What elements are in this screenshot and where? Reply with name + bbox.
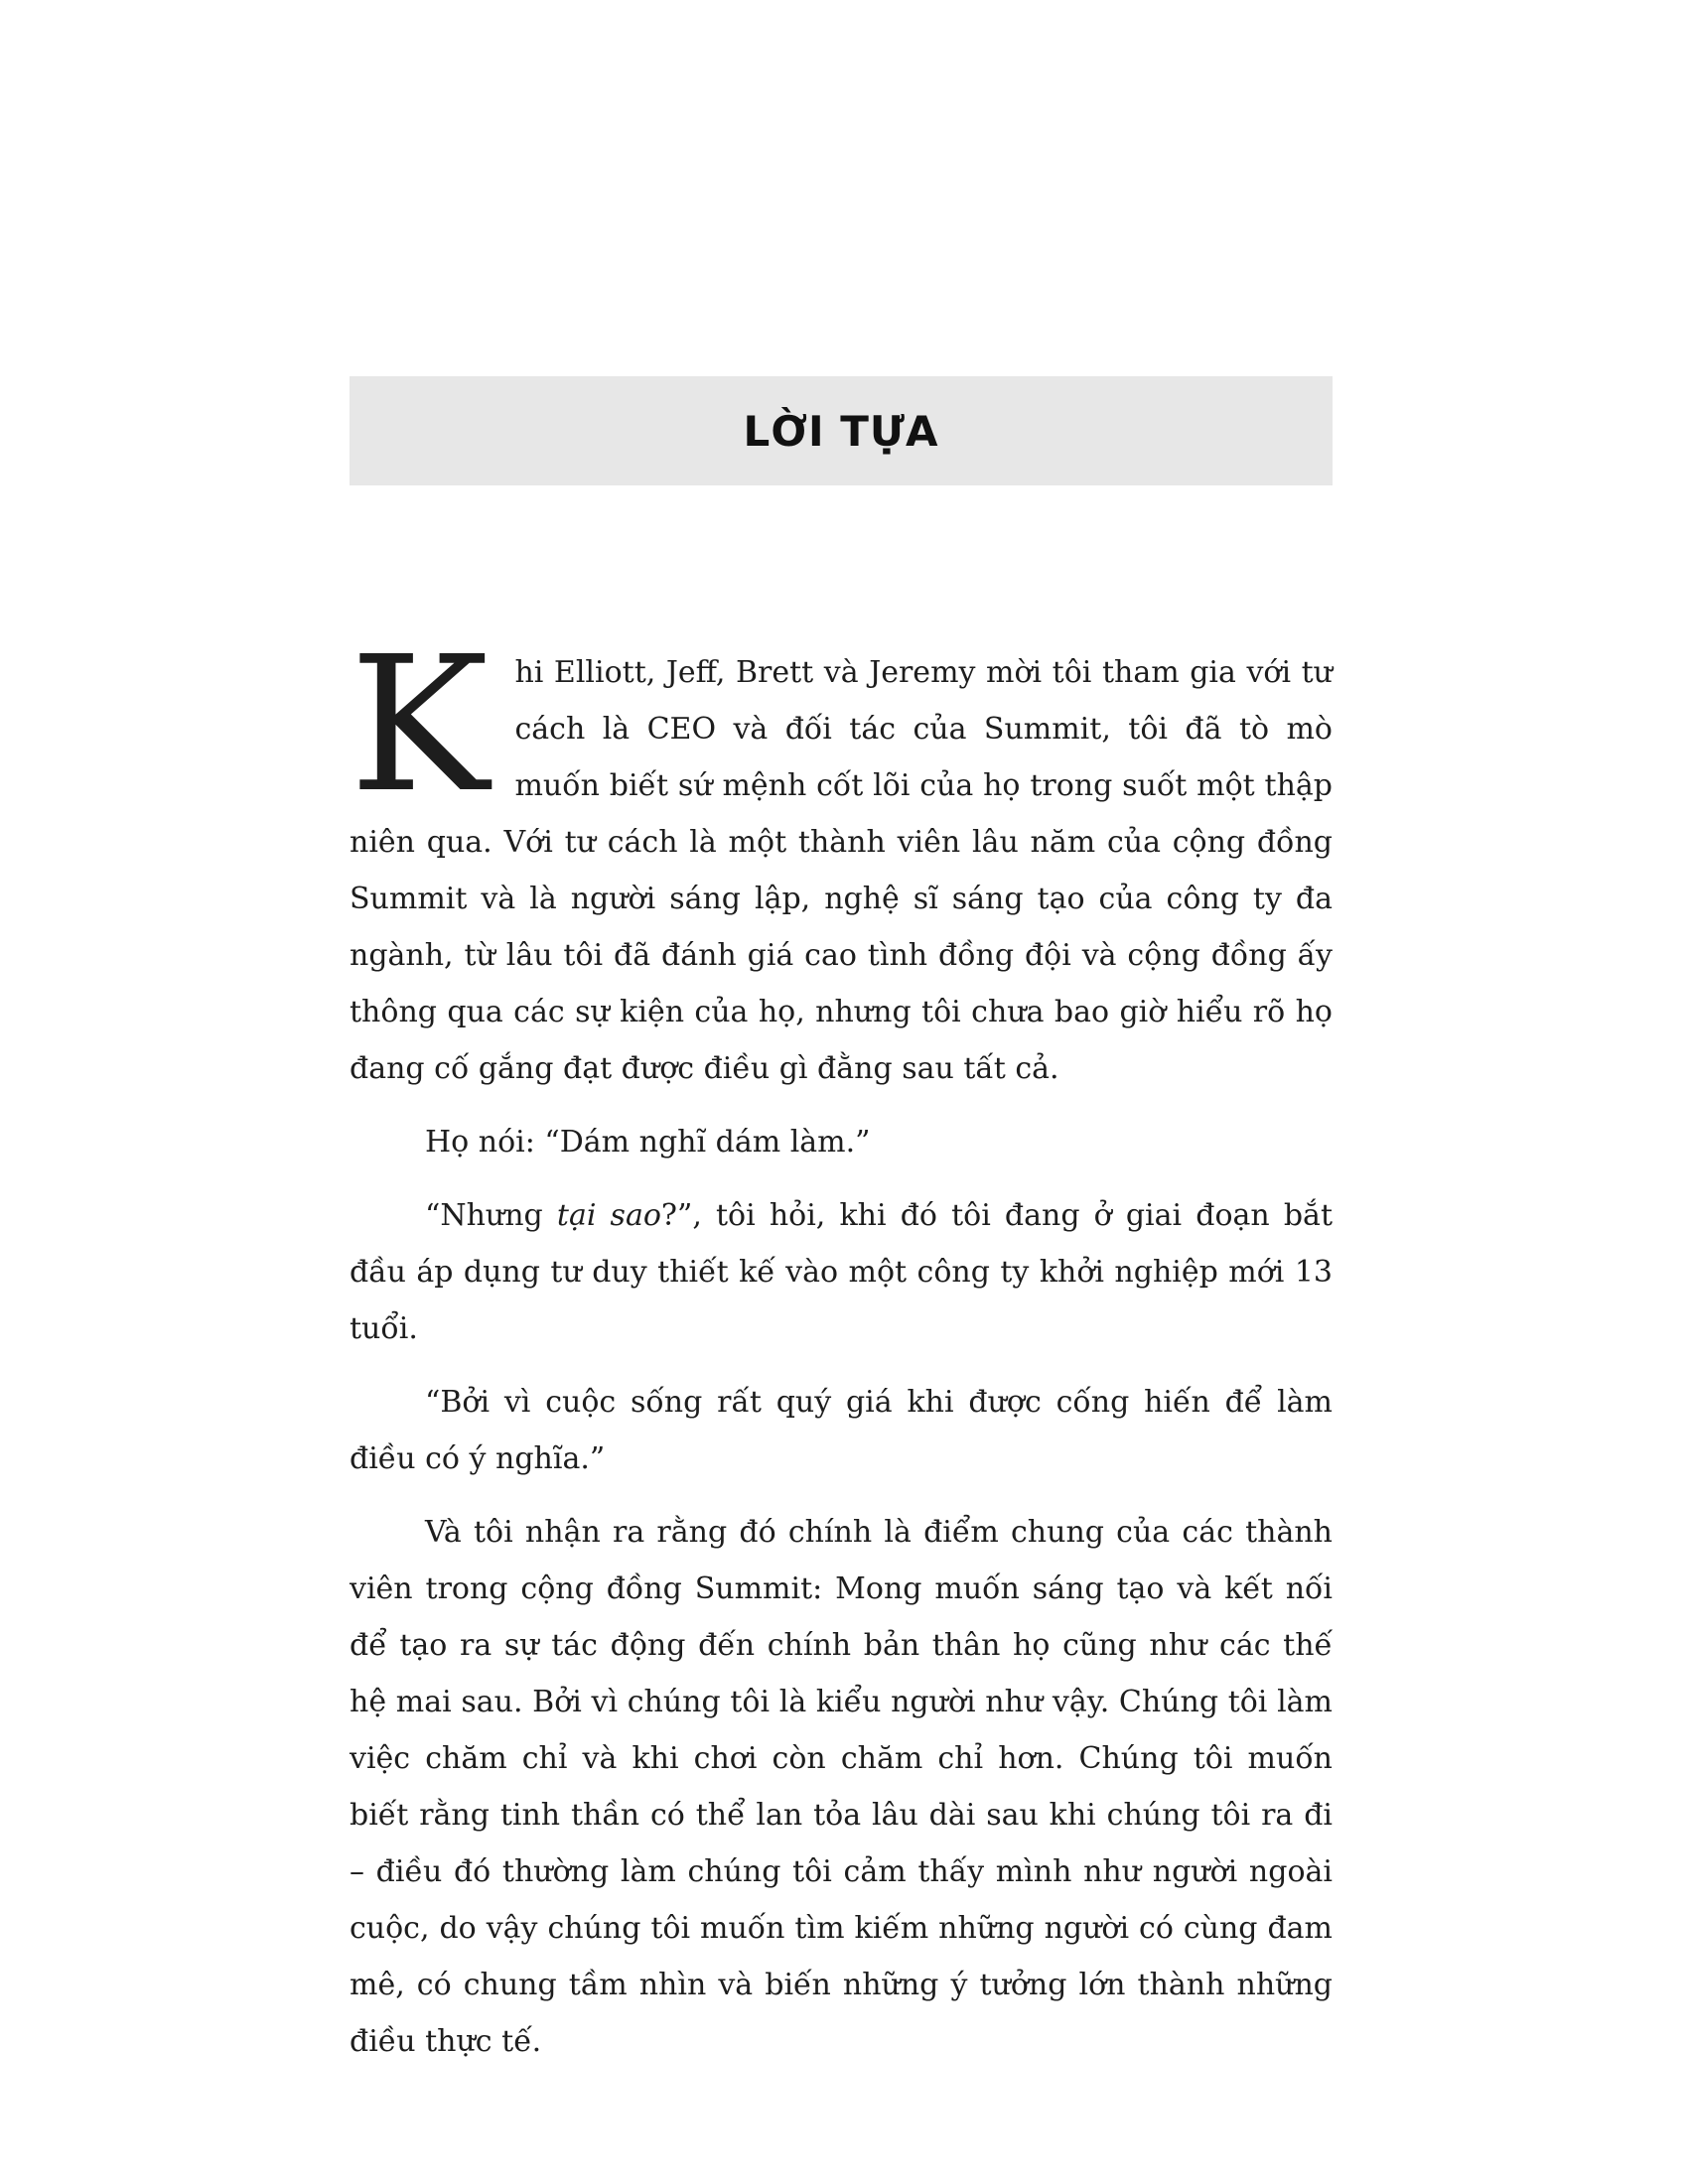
paragraph-4-text: “Bởi vì cuộc sống rất quý giá khi được cống hiến để làm điều có ý nghĩa.” xyxy=(350,1385,1333,1476)
paragraph-3-italic-phrase: tại sao xyxy=(556,1198,661,1233)
chapter-title-banner xyxy=(350,376,1333,485)
paragraph-3 xyxy=(350,1187,1333,1357)
paragraph-2 xyxy=(350,1114,1333,1170)
paragraph-3-text-before: “Nhưng xyxy=(425,1198,557,1233)
page-content-column xyxy=(350,0,1333,2087)
paragraph-5-text: Và tôi nhận ra rằng đó chính là điểm chung của các thành viên trong cộng đồng Summit: Mong muốn sáng tạo và kết nối để tạo ra sự tác động đến chính bản thân họ cũng như các thế hệ mai sau. Bởi vì chúng tôi là kiểu người như vậy. Chúng tôi làm việc chăm chỉ và khi chơi còn chăm chỉ hơn. Chúng tôi muốn biết rằng tinh thần có thể lan tỏa lâu dài sau khi chúng tôi ra đi – điều đó thường làm chúng tôi cảm thấy mình như người ngoài cuộc, do vậy chúng tôi muốn tìm kiếm những người có cùng đam mê, có chung tầm nhìn và biến những ý tưởng lớn thành những điều thực tế. xyxy=(350,1515,1333,2059)
drop-cap: K xyxy=(350,616,490,834)
chapter-title: LỜI TỰA xyxy=(743,406,939,456)
body-text xyxy=(350,616,1333,2070)
paragraph-1 xyxy=(350,616,1333,1097)
paragraph-2-text: Họ nói: “Dám nghĩ dám làm.” xyxy=(425,1125,871,1160)
paragraph-1-text: hi Elliott, Jeff, Brett và Jeremy mời tôi tham gia với tư cách là CEO và đối tác của Summit, tôi đã tò mò muốn biết sứ mệnh cốt lõi của họ trong suốt một thập niên qua. Với tư cách là một thành viên lâu năm của cộng đồng Summit và là người sáng lập, nghệ sĩ sáng tạo của công ty đa ngành, từ lâu tôi đã đánh giá cao tình đồng đội và cộng đồng ấy thông qua các sự kiện của họ, nhưng tôi chưa bao giờ hiểu rõ họ đang cố gắng đạt được điều gì đằng sau tất cả. xyxy=(350,655,1333,1086)
paragraph-4 xyxy=(350,1374,1333,1487)
paragraph-5 xyxy=(350,1504,1333,2070)
paragraph-3-text-after: ?”, tôi hỏi, khi đó tôi đang ở giai đoạn bắt đầu áp dụng tư duy thiết kế vào một công ty khởi nghiệp mới 13 tuổi. xyxy=(350,1198,1333,1346)
